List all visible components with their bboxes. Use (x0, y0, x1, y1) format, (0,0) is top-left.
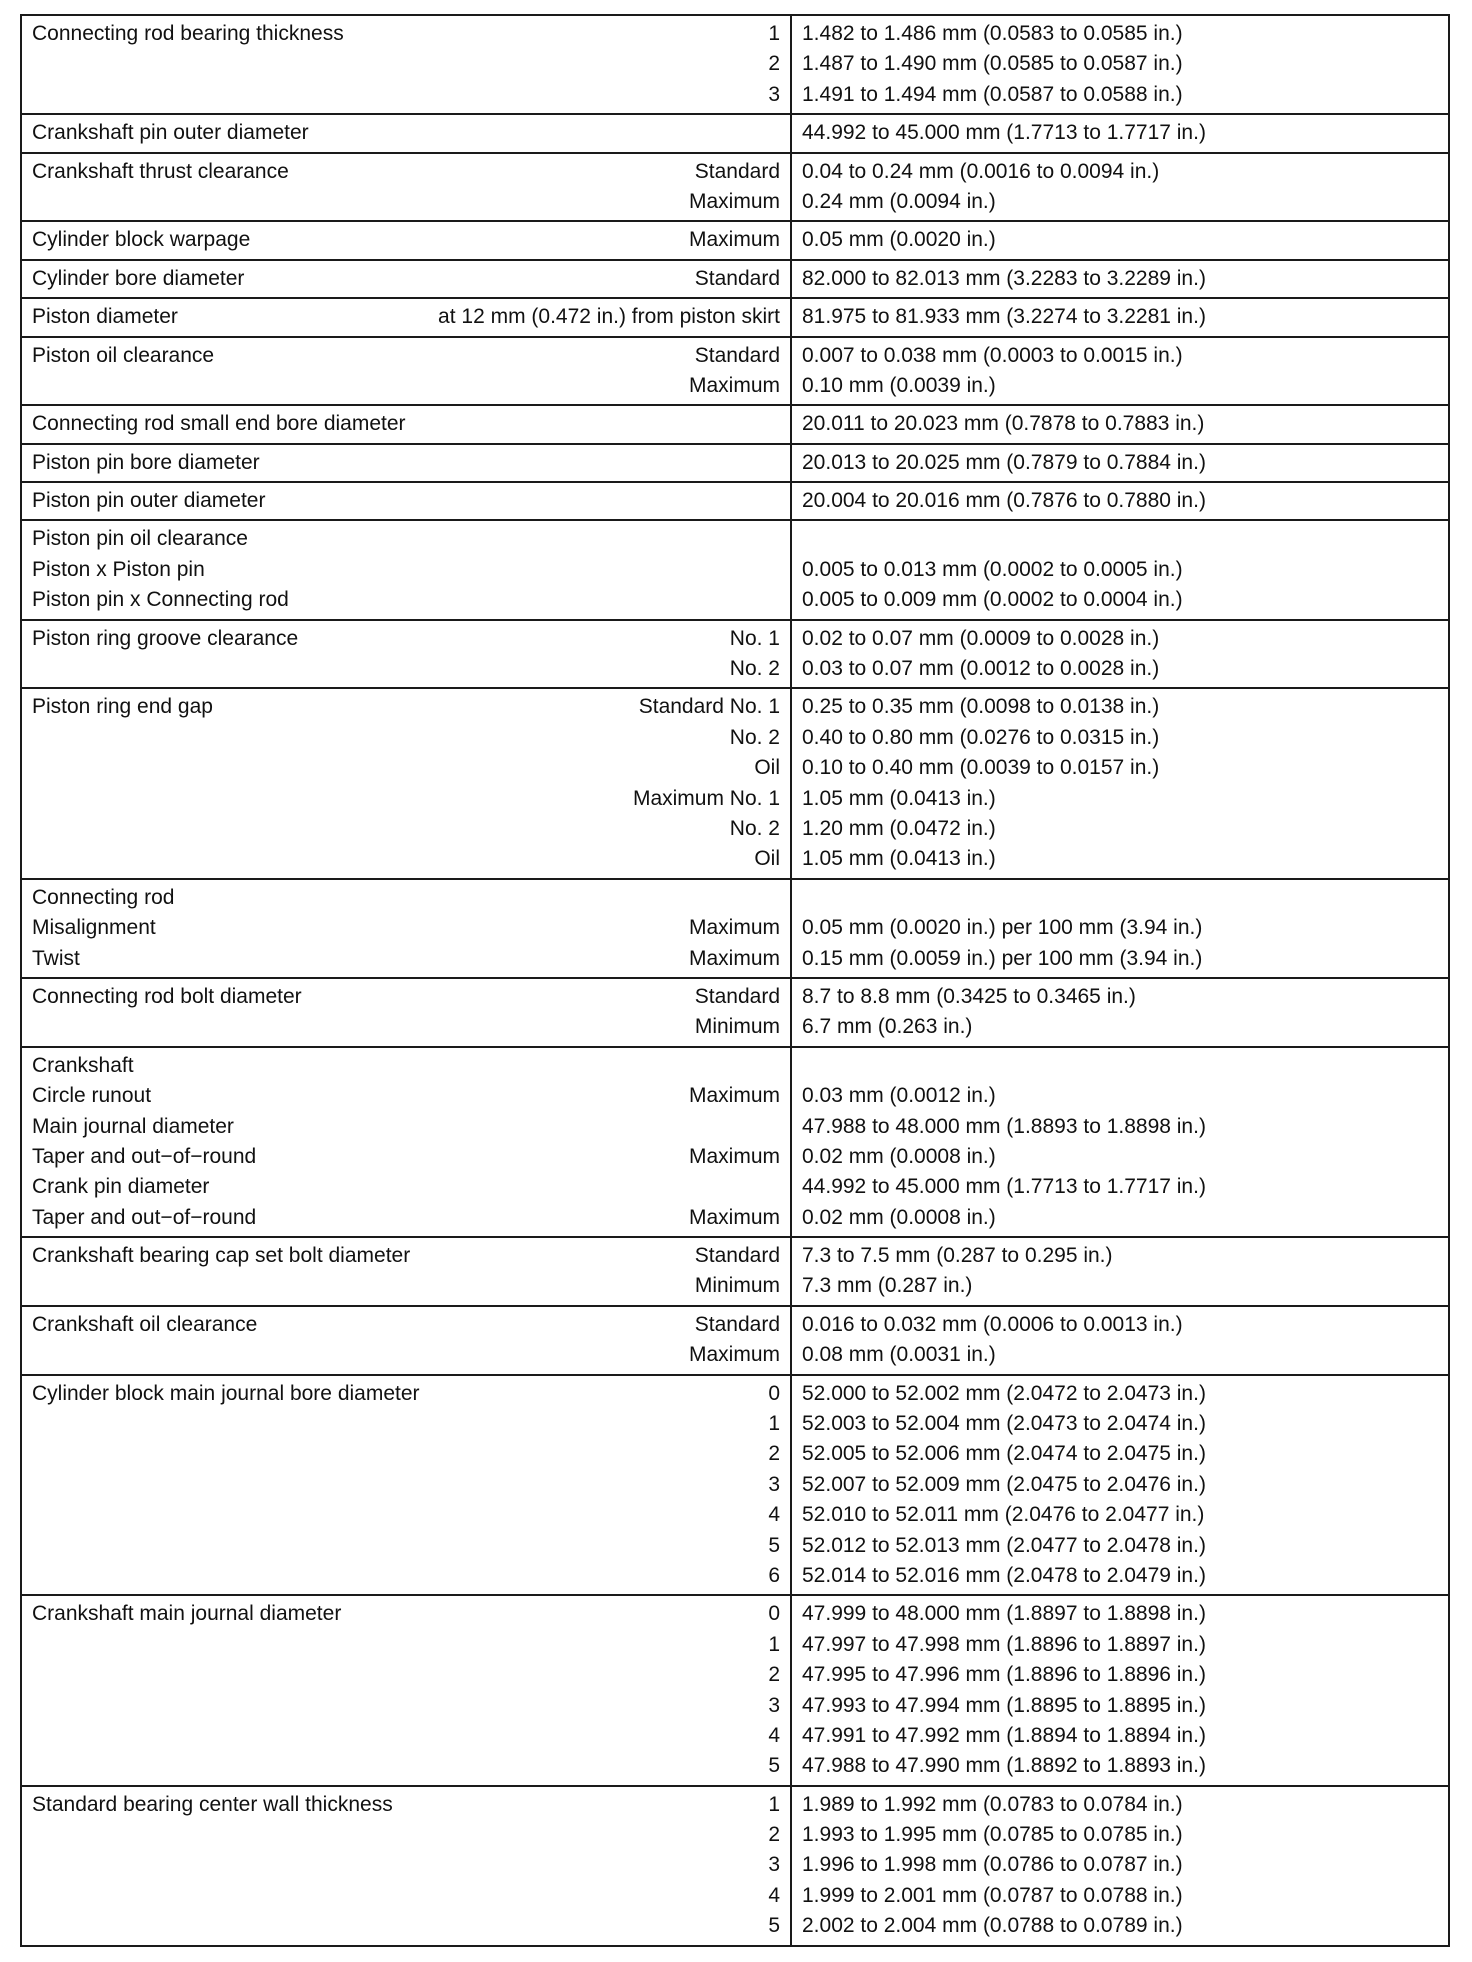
spec-value: 52.005 to 52.006 mm (2.0474 to 2.0475 in.) (802, 1442, 1206, 1466)
spec-line (32, 1379, 780, 1409)
spec-line (32, 1081, 780, 1111)
spec-value-cell (791, 1047, 1449, 1237)
spec-line (32, 944, 780, 974)
spec-value: 47.993 to 47.994 mm (1.8895 to 1.8895 in.) (802, 1693, 1206, 1717)
spec-value-cell (791, 15, 1449, 114)
spec-label: Connecting rod bolt diameter (32, 984, 302, 1008)
spec-line (32, 654, 780, 684)
spec-label-cell (21, 1306, 791, 1375)
table-row (21, 482, 1449, 520)
spec-qualifier: 1 (768, 1792, 780, 1816)
spec-value: 1.999 to 2.001 mm (0.0787 to 0.0788 in.) (802, 1883, 1183, 1907)
spec-line (32, 486, 780, 516)
spec-label: Crankshaft bearing cap set bolt diameter (32, 1244, 411, 1268)
spec-qualifier: Maximum (688, 1343, 780, 1367)
spec-label: Piston pin oil clearance (32, 527, 248, 551)
spec-qualifier: No. 2 (729, 816, 780, 840)
spec-label-cell (21, 405, 791, 443)
spec-line (32, 225, 780, 255)
spec-value: 52.014 to 52.016 mm (2.0478 to 2.0479 in.) (802, 1563, 1206, 1587)
spec-value: 20.011 to 20.023 mm (0.7878 to 0.7883 in.) (802, 412, 1205, 436)
spec-line (32, 118, 780, 148)
spec-line (32, 264, 780, 294)
spec-label: Misalignment (32, 916, 156, 940)
table-row (21, 153, 1449, 222)
spec-qualifier: 2 (768, 1823, 780, 1847)
spec-value-cell (791, 1306, 1449, 1375)
spec-label-cell (21, 114, 791, 152)
spec-qualifier: 0 (768, 1602, 780, 1626)
table-row (21, 1237, 1449, 1306)
spec-qualifier: 1 (768, 1412, 780, 1436)
spec-value: 2.002 to 2.004 mm (0.0788 to 0.0789 in.) (802, 1914, 1183, 1938)
spec-qualifier: Minimum (694, 1274, 780, 1298)
spec-line (32, 409, 780, 439)
spec-value: 0.08 mm (0.0031 in.) (802, 1343, 996, 1367)
spec-value: 0.10 to 0.40 mm (0.0039 to 0.0157 in.) (802, 756, 1160, 780)
spec-line (32, 1561, 780, 1591)
spec-qualifier: Oil (754, 756, 780, 780)
spec-qualifier: 4 (768, 1723, 780, 1747)
spec-line (32, 1142, 780, 1172)
spec-qualifier: Standard No. 1 (638, 695, 780, 719)
spec-value-cell (791, 688, 1449, 878)
spec-line (32, 585, 780, 615)
spec-line (32, 19, 780, 49)
spec-line (32, 1721, 780, 1751)
spec-label-cell (21, 298, 791, 336)
spec-label: Crankshaft thrust clearance (32, 159, 289, 183)
spec-line (32, 524, 780, 554)
table-row (21, 337, 1449, 406)
spec-value: 52.010 to 52.011 mm (2.0476 to 2.0477 in.) (802, 1503, 1205, 1527)
spec-value: 1.989 to 1.992 mm (0.0783 to 0.0784 in.) (802, 1792, 1183, 1816)
spec-qualifier: Standard (694, 266, 780, 290)
spec-value: 47.995 to 47.996 mm (1.8896 to 1.8896 in.) (802, 1663, 1206, 1687)
spec-line (32, 1172, 780, 1202)
spec-label: Piston pin x Connecting rod (32, 588, 289, 612)
spec-label: Piston ring groove clearance (32, 626, 299, 650)
spec-label-cell (21, 688, 791, 878)
spec-qualifier: 4 (768, 1883, 780, 1907)
spec-value: 47.997 to 47.998 mm (1.8896 to 1.8897 in.) (802, 1632, 1206, 1656)
spec-qualifier: 2 (768, 1442, 780, 1466)
spec-label: Twist (32, 946, 80, 970)
table-row (21, 1786, 1449, 1946)
spec-value: 7.3 mm (0.287 in.) (802, 1274, 973, 1298)
spec-value: 6.7 mm (0.263 in.) (802, 1015, 973, 1039)
spec-value: 0.005 to 0.009 mm (0.0002 to 0.0004 in.) (802, 588, 1183, 612)
spec-value-cell (791, 260, 1449, 298)
spec-line (32, 1409, 780, 1439)
table-row (21, 1047, 1449, 1237)
spec-line (32, 1012, 780, 1042)
spec-value-cell (791, 114, 1449, 152)
spec-line (32, 49, 780, 79)
spec-qualifier: 2 (768, 52, 780, 76)
table-row (21, 405, 1449, 443)
spec-value: 52.003 to 52.004 mm (2.0473 to 2.0474 in.) (802, 1412, 1206, 1436)
spec-value: 0.007 to 0.038 mm (0.0003 to 0.0015 in.) (802, 343, 1183, 367)
spec-value: 1.996 to 1.998 mm (0.0786 to 0.0787 in.) (802, 1853, 1183, 1877)
spec-label-cell (21, 520, 791, 619)
spec-line (32, 1439, 780, 1469)
spec-qualifier: Maximum (688, 1144, 780, 1168)
spec-line (32, 883, 780, 913)
spec-qualifier: 1 (768, 22, 780, 45)
spec-value: 0.04 to 0.24 mm (0.0016 to 0.0094 in.) (802, 159, 1160, 183)
spec-value-cell (791, 1786, 1449, 1946)
spec-label: Connecting rod small end bore diameter (32, 412, 406, 436)
spec-label: Piston diameter (32, 305, 178, 329)
spec-qualifier: Oil (754, 847, 780, 871)
spec-qualifier: Maximum (688, 189, 780, 213)
spec-line (32, 1310, 780, 1340)
spec-qualifier: No. 1 (729, 626, 780, 650)
spec-label: Cylinder block main journal bore diameter (32, 1381, 420, 1405)
spec-qualifier: 2 (768, 1663, 780, 1687)
spec-label: Piston pin bore diameter (32, 450, 260, 474)
table-row (21, 15, 1449, 114)
spec-value: 0.02 to 0.07 mm (0.0009 to 0.0028 in.) (802, 626, 1160, 650)
spec-line (32, 784, 780, 814)
spec-qualifier: Standard (694, 343, 780, 367)
spec-value: 1.05 mm (0.0413 in.) (802, 847, 996, 871)
spec-label: Piston ring end gap (32, 695, 213, 719)
spec-value: 0.25 to 0.35 mm (0.0098 to 0.0138 in.) (802, 695, 1160, 719)
spec-line (32, 1531, 780, 1561)
spec-label: Connecting rod bearing thickness (32, 22, 344, 45)
spec-qualifier: Maximum (688, 373, 780, 397)
spec-label-cell (21, 1375, 791, 1596)
spec-line (32, 814, 780, 844)
table-row (21, 978, 1449, 1047)
spec-line (32, 753, 780, 783)
spec-value: 52.007 to 52.009 mm (2.0475 to 2.0476 in.) (802, 1472, 1206, 1496)
spec-table-body (21, 15, 1449, 1946)
spec-line (32, 1691, 780, 1721)
spec-line (32, 723, 780, 753)
spec-value: 0.05 mm (0.0020 in.) per 100 mm (3.94 in.) (802, 916, 1203, 940)
spec-line (32, 844, 780, 874)
spec-label-cell (21, 337, 791, 406)
spec-value-cell (791, 298, 1449, 336)
table-row (21, 620, 1449, 689)
spec-label-cell (21, 1786, 791, 1946)
spec-qualifier: No. 2 (729, 657, 780, 681)
spec-value-cell (791, 221, 1449, 259)
spec-line (32, 1911, 780, 1941)
spec-value: 0.05 mm (0.0020 in.) (802, 228, 996, 252)
spec-qualifier: Minimum (694, 1015, 780, 1039)
spec-value-cell (791, 153, 1449, 222)
spec-value-cell (791, 879, 1449, 978)
spec-qualifier: 1 (768, 1632, 780, 1656)
spec-qualifier: Maximum (688, 946, 780, 970)
spec-qualifier: Maximum (688, 1084, 780, 1108)
spec-value: 81.975 to 81.933 mm (3.2274 to 3.2281 in.) (802, 305, 1206, 329)
spec-qualifier: at 12 mm (0.472 in.) from piston skirt (438, 305, 780, 329)
spec-line (32, 982, 780, 1012)
spec-line (32, 692, 780, 722)
spec-value: 0.40 to 0.80 mm (0.0276 to 0.0315 in.) (802, 725, 1160, 749)
spec-line (32, 1051, 780, 1081)
spec-qualifier: No. 2 (729, 725, 780, 749)
spec-line (32, 1340, 780, 1370)
spec-line (32, 80, 780, 110)
spec-value: 0.03 mm (0.0012 in.) (802, 1084, 996, 1108)
spec-value (802, 1051, 1438, 1081)
spec-label: Standard bearing center wall thickness (32, 1792, 393, 1816)
spec-value: 47.988 to 47.990 mm (1.8892 to 1.8893 in.) (802, 1754, 1206, 1778)
spec-value-cell (791, 620, 1449, 689)
spec-value: 0.005 to 0.013 mm (0.0002 to 0.0005 in.) (802, 557, 1183, 581)
spec-label-cell (21, 221, 791, 259)
spec-line (32, 1630, 780, 1660)
spec-value: 44.992 to 45.000 mm (1.7713 to 1.7717 in.) (802, 1175, 1206, 1199)
spec-line (32, 1850, 780, 1880)
spec-qualifier: Standard (694, 159, 780, 183)
spec-value: 8.7 to 8.8 mm (0.3425 to 0.3465 in.) (802, 984, 1136, 1008)
spec-value: 0.24 mm (0.0094 in.) (802, 189, 996, 213)
spec-value: 20.004 to 20.016 mm (0.7876 to 0.7880 in.) (802, 489, 1206, 513)
spec-label-cell (21, 1595, 791, 1785)
spec-line (32, 1271, 780, 1301)
spec-line (32, 913, 780, 943)
spec-label: Connecting rod (32, 885, 175, 909)
spec-value (802, 524, 1438, 554)
spec-label: Cylinder bore diameter (32, 266, 245, 290)
table-row (21, 1595, 1449, 1785)
spec-line (32, 1790, 780, 1820)
spec-value: 47.991 to 47.992 mm (1.8894 to 1.8894 in.) (802, 1723, 1206, 1747)
spec-qualifier: 3 (768, 1472, 780, 1496)
spec-label: Crankshaft (32, 1053, 134, 1077)
spec-value: 7.3 to 7.5 mm (0.287 to 0.295 in.) (802, 1244, 1113, 1268)
spec-label-cell (21, 260, 791, 298)
spec-value: 0.02 mm (0.0008 in.) (802, 1205, 996, 1229)
spec-value: 0.016 to 0.032 mm (0.0006 to 0.0013 in.) (802, 1312, 1183, 1336)
spec-value: 0.10 mm (0.0039 in.) (802, 373, 996, 397)
table-row (21, 260, 1449, 298)
spec-label: Circle runout (32, 1084, 152, 1108)
spec-line (32, 1881, 780, 1911)
spec-line (32, 624, 780, 654)
spec-value: 1.491 to 1.494 mm (0.0587 to 0.0588 in.) (802, 82, 1183, 106)
spec-label-cell (21, 444, 791, 482)
spec-qualifier: 3 (768, 1853, 780, 1877)
spec-label: Cylinder block warpage (32, 228, 251, 252)
spec-line (32, 1500, 780, 1530)
spec-qualifier: Maximum (688, 916, 780, 940)
spec-value-cell (791, 520, 1449, 619)
table-row (21, 1375, 1449, 1596)
spec-value-cell (791, 405, 1449, 443)
spec-label-cell (21, 1237, 791, 1306)
spec-qualifier: Standard (694, 1244, 780, 1268)
spec-value: 1.487 to 1.490 mm (0.0585 to 0.0587 in.) (802, 52, 1183, 76)
table-row (21, 1306, 1449, 1375)
spec-line (32, 1241, 780, 1271)
spec-label-cell (21, 482, 791, 520)
spec-value-cell (791, 482, 1449, 520)
spec-value: 82.000 to 82.013 mm (3.2283 to 3.2289 in.) (802, 266, 1206, 290)
spec-qualifier: 0 (768, 1381, 780, 1405)
spec-qualifier: Standard (694, 984, 780, 1008)
spec-table (20, 14, 1450, 1947)
spec-value-cell (791, 978, 1449, 1047)
spec-value: 47.988 to 48.000 mm (1.8893 to 1.8898 in.) (802, 1114, 1206, 1138)
spec-label-cell (21, 620, 791, 689)
spec-line (32, 1751, 780, 1781)
spec-line (32, 341, 780, 371)
spec-value-cell (791, 1375, 1449, 1596)
spec-line (32, 302, 780, 332)
spec-value: 1.05 mm (0.0413 in.) (802, 786, 996, 810)
table-row (21, 688, 1449, 878)
spec-label: Taper and out−of−round (32, 1144, 257, 1168)
spec-label: Piston oil clearance (32, 343, 215, 367)
spec-label: Crankshaft pin outer diameter (32, 121, 309, 145)
spec-value: 47.999 to 48.000 mm (1.8897 to 1.8898 in.) (802, 1602, 1206, 1626)
spec-qualifier: Standard (694, 1312, 780, 1336)
spec-qualifier: 5 (768, 1533, 780, 1557)
spec-label-cell (21, 978, 791, 1047)
spec-line (32, 1112, 780, 1142)
spec-value: 1.482 to 1.486 mm (0.0583 to 0.0585 in.) (802, 22, 1183, 45)
spec-qualifier: 5 (768, 1914, 780, 1938)
spec-label: Crankshaft oil clearance (32, 1312, 258, 1336)
table-row (21, 444, 1449, 482)
spec-value: 44.992 to 45.000 mm (1.7713 to 1.7717 in.) (802, 121, 1206, 145)
spec-value: 52.012 to 52.013 mm (2.0477 to 2.0478 in.) (802, 1533, 1206, 1557)
spec-value: 52.000 to 52.002 mm (2.0472 to 2.0473 in.) (802, 1381, 1206, 1405)
table-row (21, 520, 1449, 619)
spec-qualifier: 5 (768, 1754, 780, 1778)
spec-label: Crankshaft main journal diameter (32, 1602, 342, 1626)
spec-label-cell (21, 15, 791, 114)
spec-line (32, 448, 780, 478)
spec-line (32, 371, 780, 401)
spec-label-cell (21, 879, 791, 978)
spec-value: 20.013 to 20.025 mm (0.7879 to 0.7884 in.) (802, 450, 1206, 474)
spec-qualifier: 3 (768, 1693, 780, 1717)
spec-label: Crank pin diameter (32, 1175, 210, 1199)
spec-label: Piston pin outer diameter (32, 489, 266, 513)
spec-qualifier: Maximum No. 1 (632, 786, 780, 810)
spec-line (32, 1470, 780, 1500)
table-row (21, 879, 1449, 978)
spec-line (32, 1820, 780, 1850)
spec-qualifier: 4 (768, 1503, 780, 1527)
spec-qualifier: Maximum (688, 228, 780, 252)
spec-value: 1.20 mm (0.0472 in.) (802, 816, 996, 840)
spec-value: 0.02 mm (0.0008 in.) (802, 1144, 996, 1168)
spec-label: Taper and out−of−round (32, 1205, 257, 1229)
spec-line (32, 157, 780, 187)
spec-qualifier: 6 (768, 1563, 780, 1587)
spec-line (32, 555, 780, 585)
spec-label: Piston x Piston pin (32, 557, 205, 581)
spec-line (32, 1203, 780, 1233)
spec-label-cell (21, 1047, 791, 1237)
spec-value-cell (791, 444, 1449, 482)
table-row (21, 298, 1449, 336)
spec-line (32, 1599, 780, 1629)
spec-qualifier: 3 (768, 82, 780, 106)
spec-label-cell (21, 153, 791, 222)
spec-value-cell (791, 337, 1449, 406)
spec-value (802, 883, 1438, 913)
spec-line (32, 187, 780, 217)
spec-value: 1.993 to 1.995 mm (0.0785 to 0.0785 in.) (802, 1823, 1183, 1847)
spec-qualifier: Maximum (688, 1205, 780, 1229)
spec-line (32, 1660, 780, 1690)
table-row (21, 114, 1449, 152)
spec-value: 0.03 to 0.07 mm (0.0012 to 0.0028 in.) (802, 657, 1160, 681)
spec-value-cell (791, 1595, 1449, 1785)
spec-label: Main journal diameter (32, 1114, 234, 1138)
spec-value-cell (791, 1237, 1449, 1306)
spec-value: 0.15 mm (0.0059 in.) per 100 mm (3.94 in.) (802, 946, 1203, 970)
table-row (21, 221, 1449, 259)
